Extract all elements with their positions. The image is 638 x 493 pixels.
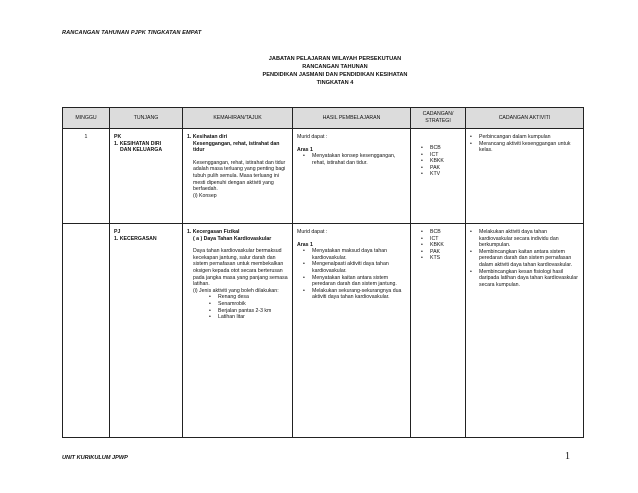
cell-tunjang [110,224,183,438]
cell-hasil [293,224,411,438]
title-line: PENDIDIKAN JASMANI DAN PENDIDIKAN KESIHATAN [262,72,408,78]
table-row [63,129,584,224]
topic-subtitle: Kesenggangan, rehat, istirahat dan tidur [193,140,280,154]
table-row [63,224,584,438]
strategy-item: • KTV [421,171,441,178]
annual-plan-table [62,107,584,438]
topic-title: 1. Kecergasan Fizikal [187,229,240,235]
activity-item: • Merancang aktiviti kesenggangan untuk kelas. [470,140,571,154]
cell-strategi [411,129,466,224]
bullet-icon: • [303,274,305,281]
activity-type-item: • Senamrobik [209,300,246,307]
bullet-icon: • [421,145,423,151]
cell-kemahiran [183,129,293,224]
bullet-icon: • [209,314,211,321]
bullet-icon: • [303,153,305,160]
bullet-icon: • [421,171,423,178]
cell-hasil [293,129,411,224]
activity-item: • Membincangkan kesan fisiologi hasil daripada latihan daya tahan kardiovaskular secara kumpulan. [470,268,578,288]
activity-type-item: • Latihan litar [209,314,245,321]
activity-type-item: • Renang desa [209,294,249,301]
bullet-icon: • [421,151,423,158]
tunjang-title: 1. KECERGASAN [114,235,157,242]
bullet-icon: • [421,248,423,255]
bullet-icon: • [209,307,211,314]
document-title-block [200,55,470,87]
topic-subtitle: ( a ) Daya Tahan Kardiovaskular [193,235,272,242]
strategy-item: • ICT [421,151,439,158]
cell-minggu [63,129,110,224]
bullet-icon: • [470,134,472,140]
bullet-icon: • [470,268,472,275]
topic-point: (i) Jenis aktiviti yang boleh dilakukan: [193,287,279,294]
column-header-kemahiran: KEMAHIRAN/TAJUK [183,108,293,129]
activity-item: • Perbincangan dalam kumpulan [470,134,551,140]
cell-aktiviti [466,224,584,438]
outcome-item: • Menyatakan kaitan antara sistem peredaran darah dan sistem jantung. [303,274,397,288]
column-header-hasil: HASIL PEMBELAJARAN [293,108,411,129]
bullet-icon: • [470,229,472,235]
bullet-icon: • [421,164,423,171]
running-header: RANCANGAN TAHUNAN PJPK TINGKATAN EMPAT [62,30,202,36]
column-header-tunjang: TUNJANG [110,108,183,129]
strategy-item: • PAK [421,248,440,255]
strategy-item: • KBKK [421,242,444,249]
bullet-icon: • [303,287,305,294]
bullet-icon: • [209,294,211,301]
outcome-item: • Mengenalpasti aktiviti daya tahan kardiovaskular. [303,261,389,274]
topic-title: 1. Kesihatan diri [187,134,228,140]
tunjang-title: 1. KESIHATAN DIRI [114,140,162,147]
bullet-icon: • [421,255,423,262]
bullet-icon: • [421,158,423,165]
table-header-row [63,108,584,129]
bullet-icon: • [470,140,472,147]
bullet-icon: • [421,229,423,235]
strategy-item: • KBKK [421,158,444,165]
strategy-item: • BCB [421,229,441,235]
bullet-icon: • [421,235,423,242]
activity-item: • Melakukan aktiviti daya tahan kardiovaskular secara individu dan berkumpulan. [470,229,559,249]
strategy-item: • ICT [421,235,439,242]
footer-unit: UNIT KURIKULUM JPWP [62,455,128,461]
title-line: RANCANGAN TAHUNAN [302,64,368,70]
cell-tunjang [110,129,183,224]
activity-type-item: • Berjalan pantas 2-3 km [209,307,272,314]
outcome-level: Aras 1 [297,241,313,248]
outcome-item: • Menyatakan konsep kesenggangan, rehat, istirahat dan tidur. [303,153,396,166]
column-header-strategi: CADANGAN/ STRATEGI [411,108,466,129]
tunjang-code: PK [114,134,122,140]
strategy-item: • KTS [421,255,441,262]
cell-strategi [411,224,466,438]
cell-aktiviti [466,129,584,224]
outcome-intro: Murid dapat : [297,134,328,140]
tunjang-code: PJ [114,229,121,235]
bullet-icon: • [470,248,472,255]
title-line: TINGKATAN 4 [316,80,354,86]
tunjang-title: DAN KELUARGA [120,147,163,154]
title-line: JABATAN PELAJARAN WILAYAH PERSEKUTUAN [268,56,402,62]
week-number: 1 [84,134,88,140]
strategy-item: • BCB [421,145,441,151]
bullet-icon: • [303,248,305,255]
bullet-icon: • [421,242,423,249]
column-header-minggu: MINGGU [63,108,110,129]
topic-description: Daya tahan kardiovaskular bermaksud kecekapan jantung, salur darah dan sistem pernafasan untuk membekalkan oksigen kepada otot secara berterusan pada jangka masa yang panjang semasa latihan. [193,248,288,288]
strategy-item: • PAK [421,164,440,171]
cell-minggu [63,224,110,438]
column-header-aktiviti: CADANGAN AKTIVITI [466,108,584,129]
week-number [63,224,109,233]
topic-point: (i) Konsep [193,192,217,199]
topic-description: Kesenggangan, rehat, istirahat dan tidur adalah masa terluang yang penting bagi tubuh pulih semula. Masa terluang ini mesti dipenuhi dengan aktiviti yang berfaedah. [193,159,286,193]
outcome-intro: Murid dapat : [297,229,328,235]
cell-kemahiran [183,224,293,438]
activity-item: • Membincangkan kaitan antara sistem peredaran darah dan sistem pernafasan dalam aktiviti daya tahan kardiovaskular. [470,248,573,268]
bullet-icon: • [303,261,305,268]
outcome-item: • Melakukan sekurang-sekurangnya dua aktiviti daya tahan kardiovaskular. [303,287,402,301]
bullet-icon: • [209,300,211,307]
outcome-level: Aras 1 [297,146,313,153]
outcome-item: • Menyatakan maksud daya tahan kardiovaskular. [303,248,387,261]
page-number: 1 [565,451,570,462]
